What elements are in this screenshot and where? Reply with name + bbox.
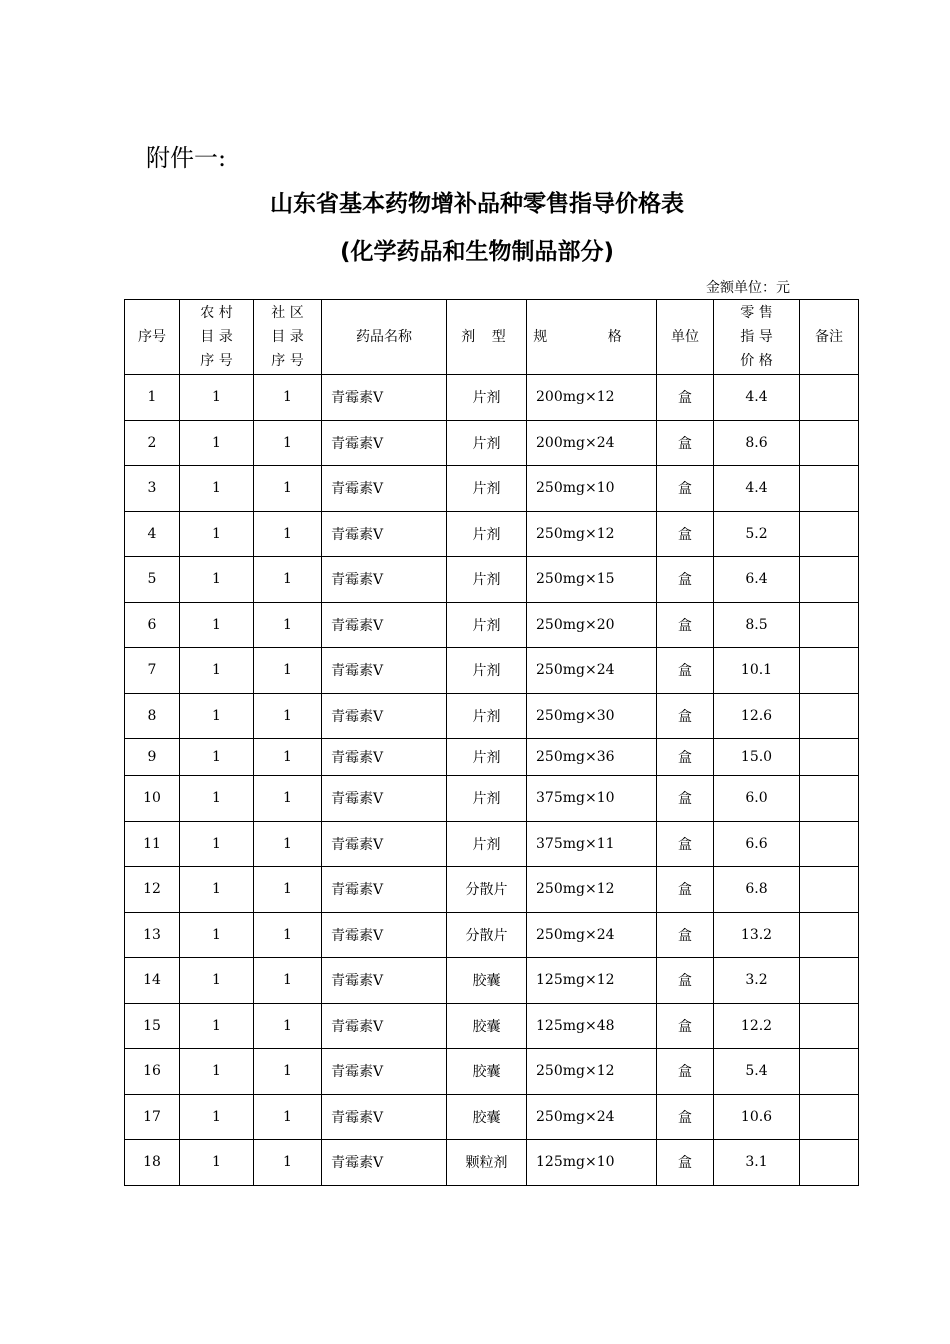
cell-dosage-form: 片剂 [447,420,527,466]
cell-seq: 14 [125,958,180,1004]
cell-unit: 盒 [657,693,714,739]
cell-retail-price: 12.6 [714,693,800,739]
table-row [125,1140,859,1186]
table-row [125,1094,859,1140]
cell-remark [800,1003,859,1049]
table-row [125,776,859,822]
cell-drug-name: 青霉素V [322,1094,447,1140]
cell-seq: 10 [125,776,180,822]
cell-unit: 盒 [657,557,714,603]
table-row [125,1049,859,1095]
cell-retail-price: 10.1 [714,648,800,694]
header-community-line: 目 录 [271,329,304,345]
cell-remark [800,1094,859,1140]
cell-dosage-form: 片剂 [447,511,527,557]
cell-drug-name: 青霉素V [322,1140,447,1186]
cell-remark [800,958,859,1004]
cell-retail-price: 3.1 [714,1140,800,1186]
cell-drug-name: 青霉素V [322,1049,447,1095]
cell-remark [800,557,859,603]
cell-spec: 250mg×15 [527,557,657,603]
cell-drug-name: 青霉素V [322,557,447,603]
cell-spec: 250mg×12 [527,1049,657,1095]
cell-spec: 200mg×24 [527,420,657,466]
cell-remark [800,739,859,776]
header-drug-name: 药品名称 [322,300,447,375]
header-price-line: 零 售 [740,305,773,321]
cell-remark [800,912,859,958]
cell-unit: 盒 [657,648,714,694]
document-subtitle: (化学药品和生物制品部分) [339,239,615,265]
cell-unit: 盒 [657,867,714,913]
cell-spec: 250mg×10 [527,466,657,512]
cell-spec: 125mg×48 [527,1003,657,1049]
cell-unit: 盒 [657,602,714,648]
cell-spec: 125mg×10 [527,1140,657,1186]
cell-rural-catalog-no: 1 [180,776,254,822]
cell-seq: 15 [125,1003,180,1049]
cell-dosage-form: 片剂 [447,602,527,648]
cell-remark [800,375,859,421]
header-dosage-form: 剂 型 [447,300,527,375]
cell-drug-name: 青霉素V [322,958,447,1004]
cell-drug-name: 青霉素V [322,1003,447,1049]
cell-retail-price: 4.4 [714,375,800,421]
cell-unit: 盒 [657,821,714,867]
cell-seq: 7 [125,648,180,694]
cell-dosage-form: 胶囊 [447,1003,527,1049]
cell-drug-name: 青霉素V [322,466,447,512]
cell-community-catalog-no: 1 [254,1049,322,1095]
header-rural-line: 序 号 [200,353,233,369]
header-price-line: 价 格 [740,353,773,369]
header-spec: 规 格 [527,300,657,375]
cell-seq: 8 [125,693,180,739]
cell-dosage-form: 片剂 [447,648,527,694]
cell-spec: 250mg×20 [527,602,657,648]
cell-remark [800,776,859,822]
cell-dosage-form: 片剂 [447,693,527,739]
table-row [125,693,859,739]
cell-retail-price: 6.6 [714,821,800,867]
header-rural-catalog-no [180,300,254,375]
cell-spec: 125mg×12 [527,958,657,1004]
cell-rural-catalog-no: 1 [180,739,254,776]
cell-community-catalog-no: 1 [254,1140,322,1186]
cell-seq: 12 [125,867,180,913]
cell-unit: 盒 [657,912,714,958]
cell-community-catalog-no: 1 [254,776,322,822]
cell-retail-price: 5.4 [714,1049,800,1095]
cell-drug-name: 青霉素V [322,821,447,867]
header-remark: 备注 [800,300,859,375]
header-retail-price [714,300,800,375]
table-row [125,958,859,1004]
cell-unit: 盒 [657,511,714,557]
cell-spec: 250mg×36 [527,739,657,776]
cell-unit: 盒 [657,375,714,421]
header-community-line: 序 号 [271,353,304,369]
cell-drug-name: 青霉素V [322,776,447,822]
header-rural-line: 目 录 [200,329,233,345]
table-row [125,602,859,648]
cell-spec: 250mg×24 [527,912,657,958]
cell-rural-catalog-no: 1 [180,1003,254,1049]
document-title: 山东省基本药物增补品种零售指导价格表 [270,191,684,217]
cell-rural-catalog-no: 1 [180,511,254,557]
cell-community-catalog-no: 1 [254,1094,322,1140]
cell-community-catalog-no: 1 [254,958,322,1004]
cell-dosage-form: 胶囊 [447,1094,527,1140]
cell-retail-price: 10.6 [714,1094,800,1140]
cell-seq: 17 [125,1094,180,1140]
cell-unit: 盒 [657,1094,714,1140]
attachment-label: 附件一: [146,144,227,172]
cell-seq: 16 [125,1049,180,1095]
cell-community-catalog-no: 1 [254,557,322,603]
cell-drug-name: 青霉素V [322,648,447,694]
cell-rural-catalog-no: 1 [180,1140,254,1186]
cell-community-catalog-no: 1 [254,821,322,867]
cell-community-catalog-no: 1 [254,867,322,913]
table-row [125,912,859,958]
table-row [125,375,859,421]
currency-unit-note: 金额单位：元 [706,280,790,296]
cell-drug-name: 青霉素V [322,420,447,466]
cell-community-catalog-no: 1 [254,648,322,694]
cell-rural-catalog-no: 1 [180,693,254,739]
table-row [125,420,859,466]
cell-rural-catalog-no: 1 [180,466,254,512]
cell-drug-name: 青霉素V [322,739,447,776]
cell-retail-price: 15.0 [714,739,800,776]
cell-remark [800,867,859,913]
cell-dosage-form: 片剂 [447,739,527,776]
cell-rural-catalog-no: 1 [180,557,254,603]
cell-drug-name: 青霉素V [322,511,447,557]
cell-retail-price: 6.8 [714,867,800,913]
cell-rural-catalog-no: 1 [180,867,254,913]
cell-rural-catalog-no: 1 [180,821,254,867]
cell-seq: 18 [125,1140,180,1186]
table-header-row [125,300,859,375]
cell-unit: 盒 [657,958,714,1004]
cell-rural-catalog-no: 1 [180,1049,254,1095]
cell-seq: 2 [125,420,180,466]
price-table [124,299,859,1186]
cell-unit: 盒 [657,1003,714,1049]
table-row [125,739,859,776]
cell-rural-catalog-no: 1 [180,375,254,421]
cell-drug-name: 青霉素V [322,693,447,739]
cell-retail-price: 8.5 [714,602,800,648]
cell-community-catalog-no: 1 [254,511,322,557]
cell-seq: 1 [125,375,180,421]
header-community-catalog-no [254,300,322,375]
cell-dosage-form: 胶囊 [447,1049,527,1095]
cell-spec: 250mg×24 [527,1094,657,1140]
table-row [125,511,859,557]
table-row [125,466,859,512]
cell-dosage-form: 分散片 [447,867,527,913]
header-community-line: 社 区 [271,305,304,321]
cell-dosage-form: 片剂 [447,776,527,822]
table-row [125,557,859,603]
cell-seq: 4 [125,511,180,557]
cell-community-catalog-no: 1 [254,739,322,776]
cell-rural-catalog-no: 1 [180,602,254,648]
cell-remark [800,1049,859,1095]
cell-unit: 盒 [657,420,714,466]
cell-retail-price: 8.6 [714,420,800,466]
cell-rural-catalog-no: 1 [180,958,254,1004]
cell-unit: 盒 [657,776,714,822]
cell-retail-price: 12.2 [714,1003,800,1049]
cell-dosage-form: 片剂 [447,466,527,512]
cell-remark [800,1140,859,1186]
cell-community-catalog-no: 1 [254,466,322,512]
cell-spec: 375mg×11 [527,821,657,867]
cell-community-catalog-no: 1 [254,693,322,739]
cell-retail-price: 13.2 [714,912,800,958]
cell-dosage-form: 片剂 [447,821,527,867]
cell-seq: 5 [125,557,180,603]
cell-spec: 375mg×10 [527,776,657,822]
table-body [125,375,859,1186]
cell-spec: 250mg×12 [527,511,657,557]
cell-drug-name: 青霉素V [322,602,447,648]
header-seq: 序号 [125,300,180,375]
cell-rural-catalog-no: 1 [180,648,254,694]
table-row [125,867,859,913]
table-row [125,821,859,867]
cell-retail-price: 3.2 [714,958,800,1004]
header-rural-line: 农 村 [200,305,233,321]
cell-retail-price: 4.4 [714,466,800,512]
cell-drug-name: 青霉素V [322,912,447,958]
cell-spec: 250mg×24 [527,648,657,694]
cell-remark [800,693,859,739]
cell-community-catalog-no: 1 [254,602,322,648]
cell-unit: 盒 [657,739,714,776]
cell-retail-price: 6.0 [714,776,800,822]
header-price-line: 指 导 [740,329,773,345]
cell-unit: 盒 [657,466,714,512]
cell-seq: 3 [125,466,180,512]
cell-dosage-form: 颗粒剂 [447,1140,527,1186]
cell-drug-name: 青霉素V [322,867,447,913]
cell-seq: 13 [125,912,180,958]
cell-remark [800,420,859,466]
cell-retail-price: 6.4 [714,557,800,603]
cell-community-catalog-no: 1 [254,420,322,466]
cell-remark [800,466,859,512]
cell-dosage-form: 胶囊 [447,958,527,1004]
cell-rural-catalog-no: 1 [180,1094,254,1140]
cell-spec: 200mg×12 [527,375,657,421]
cell-community-catalog-no: 1 [254,912,322,958]
table-row [125,1003,859,1049]
cell-rural-catalog-no: 1 [180,420,254,466]
table-row [125,648,859,694]
cell-remark [800,821,859,867]
cell-unit: 盒 [657,1049,714,1095]
cell-spec: 250mg×30 [527,693,657,739]
header-unit: 单位 [657,300,714,375]
cell-community-catalog-no: 1 [254,375,322,421]
cell-dosage-form: 分散片 [447,912,527,958]
cell-dosage-form: 片剂 [447,557,527,603]
cell-community-catalog-no: 1 [254,1003,322,1049]
cell-unit: 盒 [657,1140,714,1186]
cell-remark [800,602,859,648]
cell-drug-name: 青霉素V [322,375,447,421]
cell-seq: 11 [125,821,180,867]
cell-spec: 250mg×12 [527,867,657,913]
cell-remark [800,648,859,694]
cell-seq: 6 [125,602,180,648]
cell-retail-price: 5.2 [714,511,800,557]
cell-seq: 9 [125,739,180,776]
cell-remark [800,511,859,557]
cell-rural-catalog-no: 1 [180,912,254,958]
cell-dosage-form: 片剂 [447,375,527,421]
